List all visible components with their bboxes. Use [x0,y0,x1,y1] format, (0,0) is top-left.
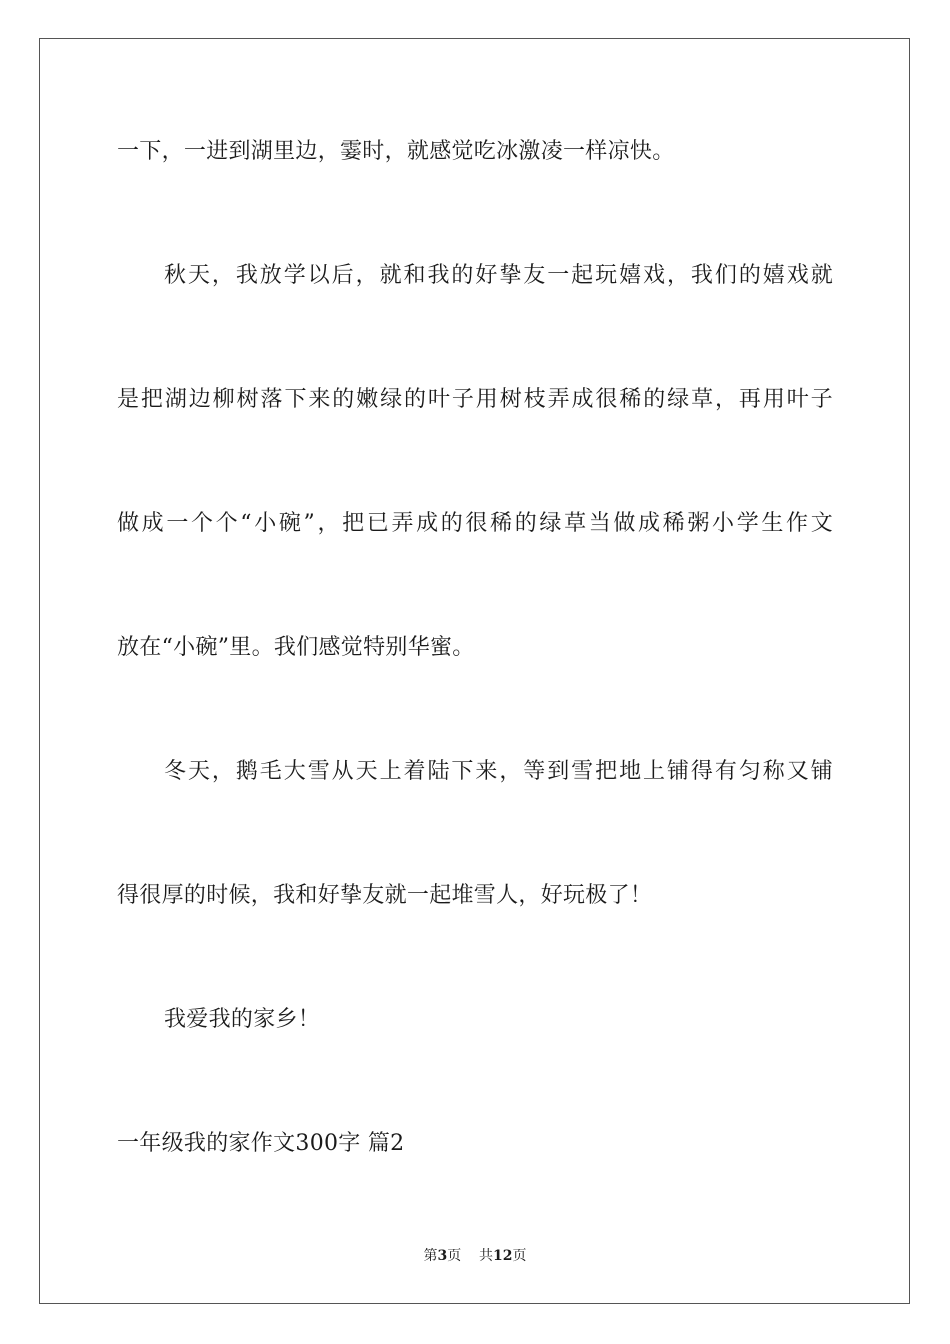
page-prefix: 第 [423,1248,438,1264]
page-border [39,38,910,1304]
page-footer [0,1247,950,1265]
section-heading: 一年级我的家作文300字 篇2 [117,1131,405,1156]
paragraph-line: 一下，一进到湖里边，霎时，就感觉吃冰激凌一样凉快。 [117,139,675,164]
total-suffix: 页 [512,1248,527,1264]
page-total: 12 [493,1248,513,1264]
paragraph-line: 做成一个个“小碗”，把已弄成的很稀的绿草当做成稀粥小学生作文 [117,511,833,536]
paragraph-line: 得很厚的时候，我和好挚友就一起堆雪人，好玩极了！ [117,883,653,908]
paragraph-line: 秋天，我放学以后，就和我的好挚友一起玩嬉戏，我们的嬉戏就 [164,263,833,288]
paragraph-line: 冬天，鹅毛大雪从天上着陆下来，等到雪把地上铺得有匀称又铺 [164,759,833,784]
paragraph-line: 我爱我的家乡！ [164,1007,321,1032]
page-suffix: 页 [447,1248,462,1264]
total-prefix: 共 [479,1248,494,1264]
paragraph-line: 放在“小碗”里。我们感觉特别华蜜。 [117,635,475,660]
paragraph-line: 是把湖边柳树落下来的嫩绿的叶子用树枝弄成很稀的绿草，再用叶子 [117,387,833,412]
page-current: 3 [437,1248,448,1264]
